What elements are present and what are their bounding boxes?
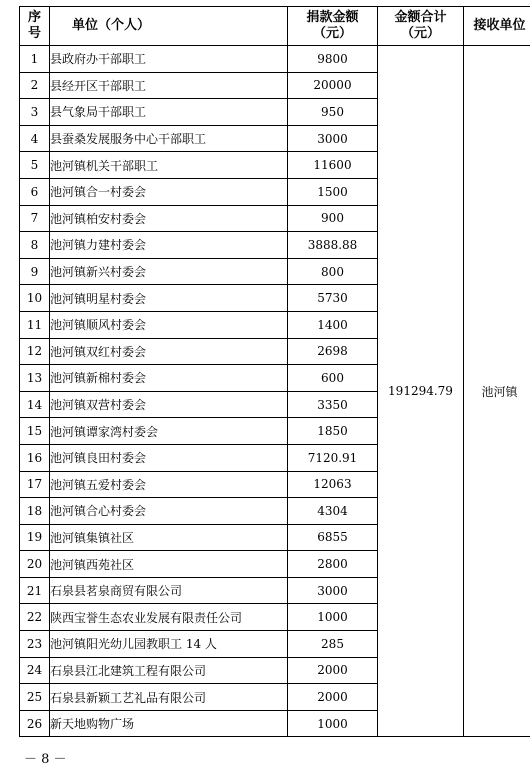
row-serial-number: 24 (20, 657, 50, 684)
row-donation-amount: 7120.91 (288, 444, 378, 471)
row-serial-number: 19 (20, 524, 50, 551)
total-amount-cell: 191294.79 (378, 46, 464, 737)
table-header-row (20, 7, 530, 46)
row-unit: 池河镇力建村委会 (50, 232, 288, 259)
row-serial-number: 11 (20, 311, 50, 338)
row-unit: 池河镇明星村委会 (50, 285, 288, 312)
row-serial-number: 13 (20, 365, 50, 392)
row-unit: 县蚕桑发展服务中心干部职工 (50, 125, 288, 152)
row-donation-amount: 3350 (288, 391, 378, 418)
row-donation-amount: 1000 (288, 604, 378, 631)
header-serial-number: 序 号 (20, 7, 50, 46)
row-serial-number: 5 (20, 152, 50, 179)
row-unit: 池河镇五爱村委会 (50, 471, 288, 498)
row-donation-amount: 2800 (288, 551, 378, 578)
row-donation-amount: 950 (288, 99, 378, 126)
row-serial-number: 12 (20, 338, 50, 365)
page-number: － 8 － (24, 752, 67, 767)
row-donation-amount: 12063 (288, 471, 378, 498)
row-unit: 池河镇双红村委会 (50, 338, 288, 365)
row-serial-number: 26 (20, 710, 50, 737)
receiving-unit-cell: 池河镇 (464, 46, 530, 737)
row-donation-amount: 3888.88 (288, 232, 378, 259)
row-serial-number: 9 (20, 258, 50, 285)
table-row (20, 46, 530, 73)
row-serial-number: 3 (20, 99, 50, 126)
header-total-amount: 金额合计 （元） (378, 7, 464, 46)
header-unit: 单位（个人） (50, 7, 288, 46)
row-donation-amount: 800 (288, 258, 378, 285)
row-unit: 池河镇机关干部职工 (50, 152, 288, 179)
row-donation-amount: 2698 (288, 338, 378, 365)
row-donation-amount: 285 (288, 631, 378, 658)
row-donation-amount: 1850 (288, 418, 378, 445)
row-donation-amount: 20000 (288, 72, 378, 99)
row-donation-amount: 1500 (288, 178, 378, 205)
row-serial-number: 18 (20, 498, 50, 525)
row-unit: 池河镇合一村委会 (50, 178, 288, 205)
row-serial-number: 1 (20, 46, 50, 73)
row-serial-number: 16 (20, 444, 50, 471)
row-serial-number: 7 (20, 205, 50, 232)
row-serial-number: 23 (20, 631, 50, 658)
row-donation-amount: 1000 (288, 710, 378, 737)
row-serial-number: 25 (20, 684, 50, 711)
row-unit: 池河镇新棉村委会 (50, 365, 288, 392)
row-serial-number: 4 (20, 125, 50, 152)
row-serial-number: 6 (20, 178, 50, 205)
row-serial-number: 2 (20, 72, 50, 99)
row-unit: 新天地购物广场 (50, 710, 288, 737)
row-donation-amount: 2000 (288, 684, 378, 711)
row-unit: 池河镇双营村委会 (50, 391, 288, 418)
row-donation-amount: 3000 (288, 125, 378, 152)
row-unit: 池河镇新兴村委会 (50, 258, 288, 285)
row-serial-number: 14 (20, 391, 50, 418)
row-serial-number: 8 (20, 232, 50, 259)
row-donation-amount: 600 (288, 365, 378, 392)
row-donation-amount: 1400 (288, 311, 378, 338)
row-serial-number: 22 (20, 604, 50, 631)
row-unit: 池河镇阳光幼儿园教职工 14 人 (50, 631, 288, 658)
row-donation-amount: 6855 (288, 524, 378, 551)
row-unit: 池河镇良田村委会 (50, 444, 288, 471)
table-body (20, 46, 530, 737)
row-donation-amount: 3000 (288, 577, 378, 604)
donation-table (19, 6, 530, 737)
row-unit: 陕西宝誉生态农业发展有限责任公司 (50, 604, 288, 631)
row-donation-amount: 11600 (288, 152, 378, 179)
row-unit: 池河镇谭家湾村委会 (50, 418, 288, 445)
row-unit: 池河镇柏安村委会 (50, 205, 288, 232)
row-unit: 石泉县新颖工艺礼品有限公司 (50, 684, 288, 711)
row-donation-amount: 900 (288, 205, 378, 232)
row-donation-amount: 2000 (288, 657, 378, 684)
row-serial-number: 21 (20, 577, 50, 604)
row-serial-number: 10 (20, 285, 50, 312)
row-donation-amount: 9800 (288, 46, 378, 73)
row-serial-number: 20 (20, 551, 50, 578)
row-serial-number: 15 (20, 418, 50, 445)
header-donation-amount: 捐款金额 （元） (288, 7, 378, 46)
row-unit: 县政府办干部职工 (50, 46, 288, 73)
row-unit: 池河镇顺风村委会 (50, 311, 288, 338)
row-unit: 石泉县茗泉商贸有限公司 (50, 577, 288, 604)
row-unit: 池河镇合心村委会 (50, 498, 288, 525)
row-unit: 池河镇集镇社区 (50, 524, 288, 551)
row-unit: 石泉县江北建筑工程有限公司 (50, 657, 288, 684)
row-donation-amount: 4304 (288, 498, 378, 525)
row-serial-number: 17 (20, 471, 50, 498)
row-donation-amount: 5730 (288, 285, 378, 312)
header-receiving-unit: 接收单位 (464, 7, 530, 46)
row-unit: 池河镇西苑社区 (50, 551, 288, 578)
row-unit: 县经开区干部职工 (50, 72, 288, 99)
row-unit: 县气象局干部职工 (50, 99, 288, 126)
